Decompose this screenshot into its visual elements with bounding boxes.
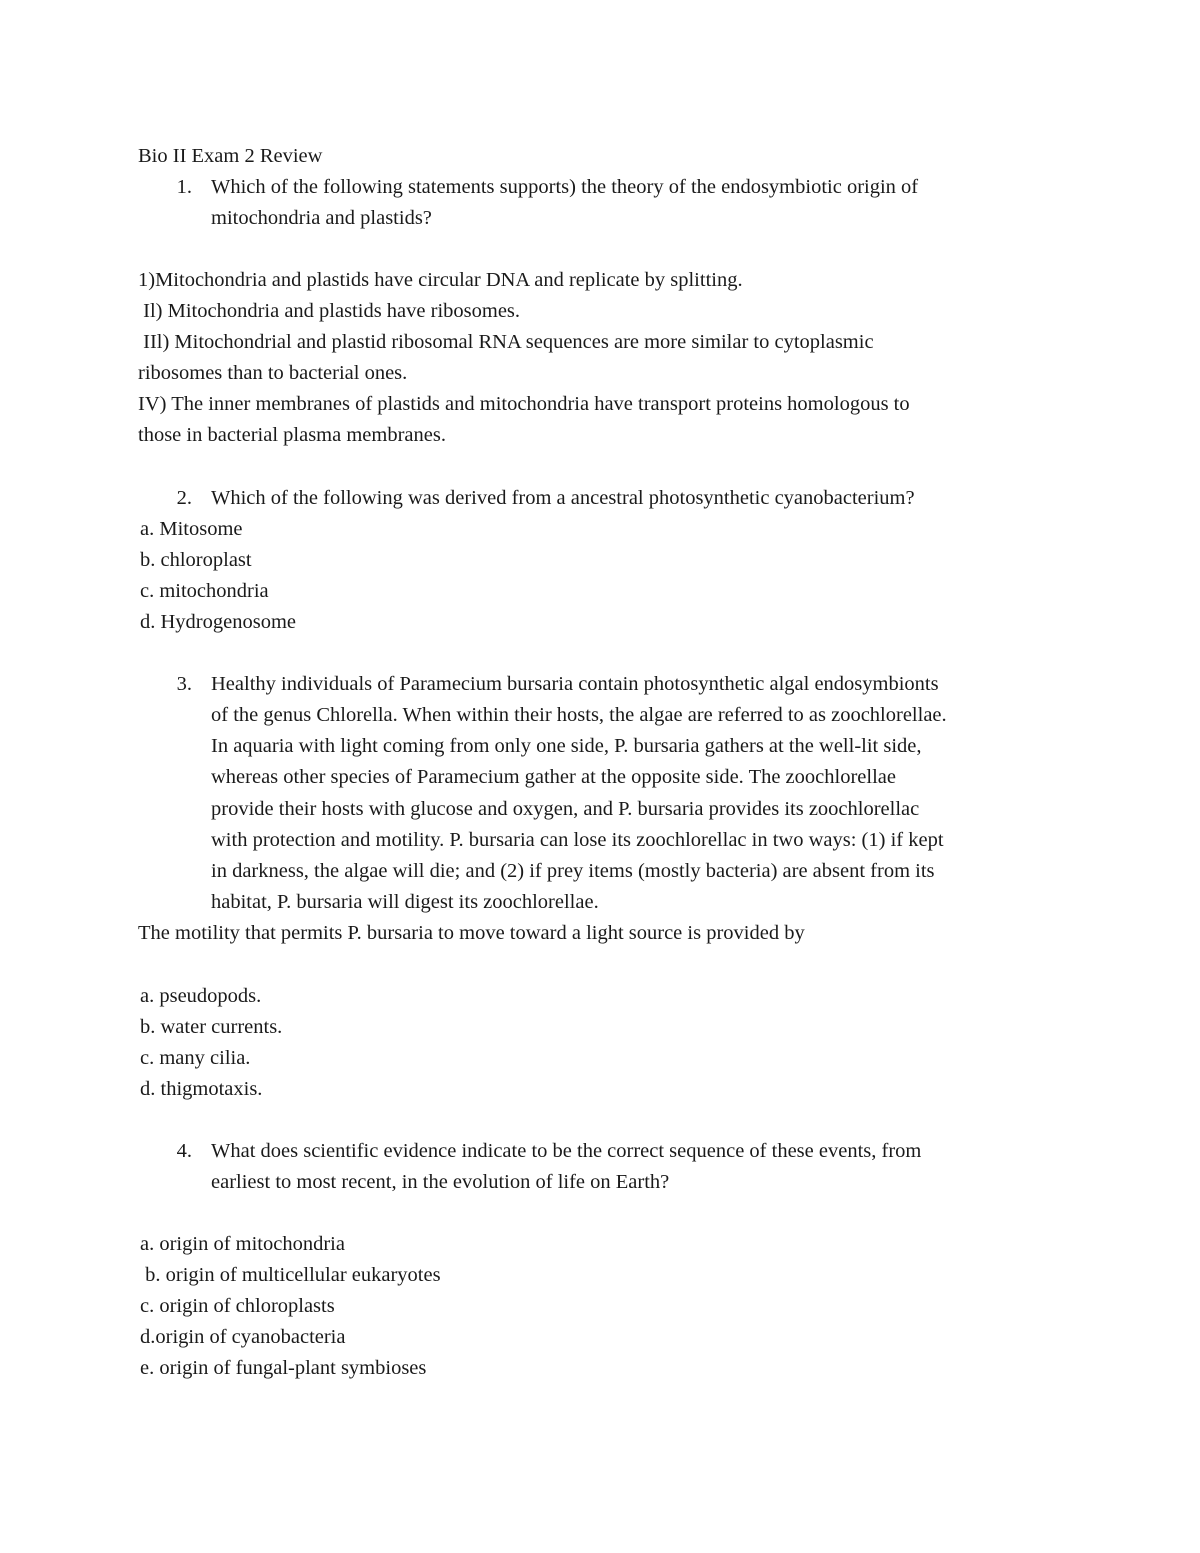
q1-text-line: mitochondria and plastids? [211,207,432,229]
q3-number: 3. [176,673,192,695]
q4-text-line: earliest to most recent, in the evolution of life on Earth? [211,1171,670,1193]
q3-text-line: In aquaria with light coming from only one side, P. bursaria gathers at the well-lit side, [211,735,922,757]
q2-text: Which of the following was derived from a ancestral photosynthetic cyanobacterium? [211,487,915,509]
q2-option-b: b. chloroplast [140,549,252,571]
q2-option-d: d. Hydrogenosome [140,611,297,633]
q3-text-line: of the genus Chlorella. When within their hosts, the algae are referred to as zoochlorellae. [211,704,947,726]
q1-statement: 1)Mitochondria and plastids have circular DNA and replicate by splitting. [138,269,743,291]
q3-text-line: with protection and motility. P. bursaria can lose its zoochlorellac in two ways: (1) if kept [211,829,944,851]
q3-option-c: c. many cilia. [140,1047,251,1069]
q3-option-b: b. water currents. [140,1016,283,1038]
q1-statement: Il) Mitochondria and plastids have ribosomes. [138,300,521,322]
q3-stem: The motility that permits P. bursaria to move toward a light source is provided by [138,922,805,944]
q3-text-line: in darkness, the algae will die; and (2) if prey items (mostly bacteria) are absent from its [211,860,935,882]
q3-text-line: habitat, P. bursaria will digest its zoochlorellae. [211,891,599,913]
q1-text-line: Which of the following statements supports) the theory of the endosymbiotic origin of [211,176,919,198]
q4-option-a: a. origin of mitochondria [140,1233,345,1255]
q4-option-d: d.origin of cyanobacteria [140,1326,346,1348]
q3-option-a: a. pseudopods. [140,985,262,1007]
q3-text-line: Healthy individuals of Paramecium bursaria contain photosynthetic algal endosymbionts [211,673,939,695]
q1-statement: ribosomes than to bacterial ones. [138,362,408,384]
q1-statement: IIl) Mitochondrial and plastid ribosomal RNA sequences are more similar to cytoplasmic [138,331,874,353]
q2-option-a: a. Mitosome [140,518,243,540]
q4-option-b: b. origin of multicellular eukaryotes [140,1264,441,1286]
q2-option-c: c. mitochondria [140,580,269,602]
q3-text-line: provide their hosts with glucose and oxygen, and P. bursaria provides its zoochlorellac [211,798,920,820]
q4-option-e: e. origin of fungal-plant symbioses [140,1357,427,1379]
q1-number: 1. [176,176,192,198]
q1-statement: those in bacterial plasma membranes. [138,424,446,446]
q3-option-d: d. thigmotaxis. [140,1078,263,1100]
q4-text-line: What does scientific evidence indicate to be the correct sequence of these events, from [211,1140,922,1162]
q4-number: 4. [176,1140,192,1162]
q3-text-line: whereas other species of Paramecium gather at the opposite side. The zoochlorellae [211,766,896,788]
q1-statement: IV) The inner membranes of plastids and mitochondria have transport proteins homologous to [138,393,910,415]
q2-number: 2. [176,487,192,509]
document-title: Bio II Exam 2 Review [138,145,323,167]
q4-option-c: c. origin of chloroplasts [140,1295,335,1317]
